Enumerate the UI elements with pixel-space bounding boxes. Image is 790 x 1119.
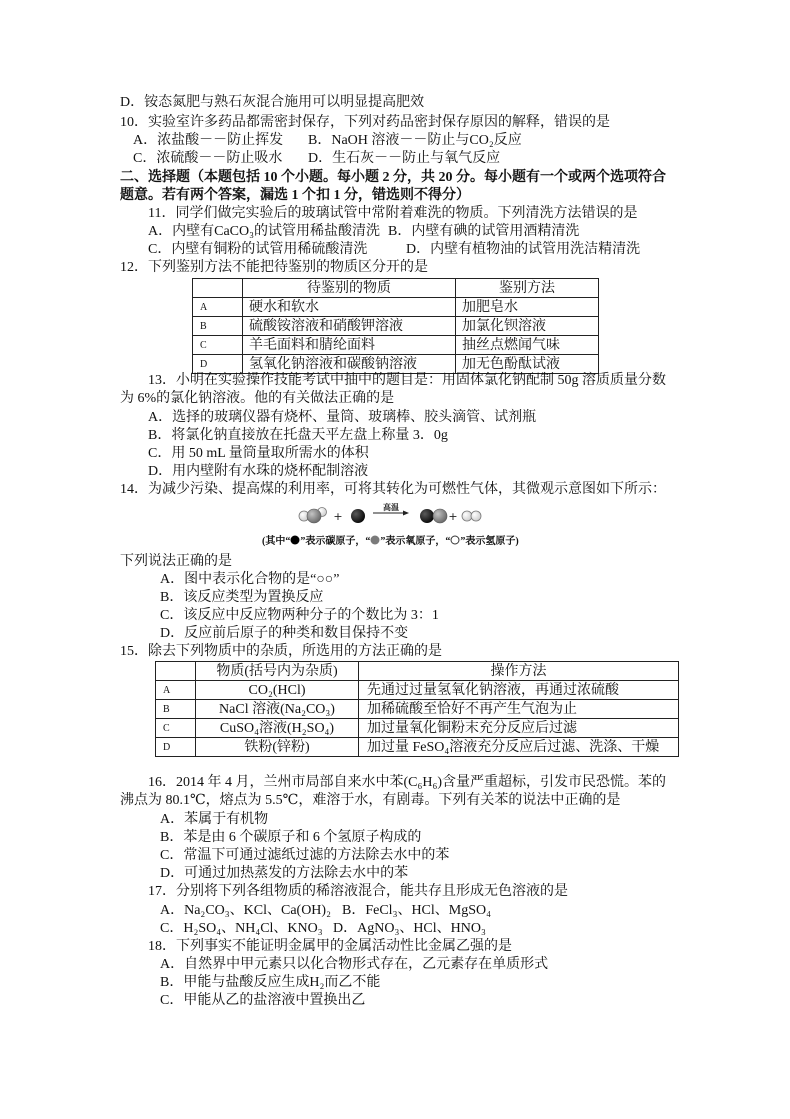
q13-option-a: A．选择的玻璃仪器有烧杯、量筒、玻璃棒、胶头滴管、试剂瓶 [148,410,537,425]
row-label: C [156,719,196,738]
q13-option-c: C．用 50 mL 量筒量取所需水的体积 [148,446,369,461]
q13-stem-line2: 为 6%的氯化钠溶液。他的有关做法正确的是 [120,391,395,406]
row-substances: 氢氧化钠溶液和碳酸钠溶液 [243,355,456,374]
q18-option-a: A．自然界中甲元素只以化合物形式存在，乙元素存在单质形式 [160,957,549,972]
q13-stem-line1: 13．小明在实验操作技能考试中抽中的题目是：用固体氯化钠配制 50g 溶质质量分数 [148,373,666,388]
header-method: 鉴别方法 [456,279,599,298]
q10-option-c: C．浓硫酸－－防止吸水 [133,151,283,166]
q16-option-d: D．可通过加热蒸发的方法除去水中的苯 [160,866,409,881]
row-method: 抽丝点燃闻气味 [456,336,599,355]
row-label: A [193,298,243,317]
table-row [156,700,679,719]
legend-text: ”表示碳原子，“ [300,536,371,547]
row-method: 加氯化钡溶液 [456,317,599,336]
q18-option-b: B．甲能与盐酸反应生成H₂而乙不能 [160,975,381,990]
q14-option-c: C．该反应中反应物两种分子的个数比为 3：1 [160,608,439,623]
q17-option-a: A．Na₂CO₃、KCl、Ca(OH)₂ [160,903,331,918]
legend-text: ”表示氧原子，“ [380,536,451,547]
q16-stem-line1: 16．2014 年 4 月，兰州市局部自来水中苯(C₆H₆)含量严重超标，引发市民恐慌。苯的 [148,775,667,790]
row-substances: 硫酸铵溶液和硝酸钾溶液 [243,317,456,336]
row-substances: 硬水和软水 [243,298,456,317]
header-blank-cell [193,279,243,298]
row-substances: 羊毛面料和腈纶面料 [243,336,456,355]
q11-stem: 11．同学们做完实验后的玻璃试管中常附着难洗的物质。下列清洗方法错误的是 [148,206,638,221]
row-label: B [193,317,243,336]
q10-option-a: A．浓盐酸－－防止挥发 [133,133,284,148]
water-molecule [299,508,327,524]
q18-option-c: C．甲能从乙的盐溶液中置换出乙 [160,993,366,1008]
carbon-monoxide-molecule [420,509,447,523]
row-label: A [156,681,196,700]
table-header-row [193,279,599,298]
q13-option-b: B．将氯化钠直接放在托盘天平左盘上称量 3．0g [148,428,448,443]
plus-sign: + [448,510,458,523]
section-heading-line2: 题意。若有两个答案，漏选 1 个扣 1 分，错选则不得分） [120,188,470,203]
q17-option-d: D．AgNO₃、HCl、HNO₃ [333,921,486,936]
q11-option-d: D．内壁有植物油的试管用洗洁精清洗 [406,242,641,257]
q16-option-a: A．苯属于有机物 [160,812,269,827]
q16-option-c: C．常温下可通过滤纸过滤的方法除去水中的苯 [160,848,450,863]
legend-text: (其中“ [262,536,291,547]
q16-option-b: B．苯是由 6 个碳原子和 6 个氢原子构成的 [160,830,422,845]
row-method: 先通过过量氢氧化钠溶液，再通过浓硫酸 [359,681,679,700]
carbon-atom [420,509,434,523]
q14-prompt: 下列说法正确的是 [120,554,232,569]
q13-option-d: D．用内壁附有水珠的烧杯配制溶液 [148,464,369,479]
row-label: D [193,355,243,374]
row-method: 加肥皂水 [456,298,599,317]
legend-text: ”表示氢原子) [460,536,519,547]
hydrogen-atom [471,511,481,521]
q16-stem-line2: 沸点为 80.1℃，熔点为 5.5℃，难溶于水，有剧毒。下列有关苯的说法中正确的是 [120,793,621,808]
section-heading-line1: 二、选择题（本题包括 10 个小题。每小题 2 分，共 20 分。每小题有一个或两个选项符合 [120,170,666,185]
q10-option-d: D．生石灰－－防止与氧气反应 [308,151,501,166]
q17-stem: 17．分别将下列各组物质的稀溶液混合，能共存且形成无色溶液的是 [148,884,568,899]
carbon-atom-icon [290,535,300,545]
table-row [193,336,599,355]
row-method: 加无色酚酞试液 [456,355,599,374]
reaction-condition: 高温 [383,503,399,512]
q15-stem: 15．除去下列物质中的杂质，所选用的方法正确的是 [120,644,442,659]
q11-option-c: C．内壁有铜粉的试管用稀硫酸清洗 [148,242,368,257]
oxygen-atom [307,509,321,523]
oxygen-atom [433,509,447,523]
diagram-legend [262,535,519,547]
hydrogen-atom-icon [450,535,460,545]
reaction-diagram [295,498,495,528]
header-substance: 物质(括号内为杂质) [196,662,359,681]
q14-option-d: D．反应前后原子的种类和数目保持不变 [160,626,409,641]
q9-option-d: D．铵态氮肥与熟石灰混合施用可以明显提高肥效 [120,95,425,110]
q12-stem: 12．下列鉴别方法不能把待鉴别的物质区分开的是 [120,260,428,275]
table-row [156,738,679,757]
header-blank-cell [156,662,196,681]
row-method: 加稀硫酸至恰好不再产生气泡为止 [359,700,679,719]
row-substance: NaCl 溶液(Na₂CO₃) [196,700,359,719]
row-method: 加过量 FeSO₄溶液充分反应后过滤、洗涤、干燥 [359,738,679,757]
table-row [193,355,599,374]
q10-stem: 10．实验室许多药品都需密封保存，下列对药品密封保存原因的解释，错误的是 [120,115,610,130]
table-row [193,298,599,317]
hydrogen-atom [462,511,472,521]
carbon-atom [351,509,365,523]
q14-option-a: A．图中表示化合物的是“○○” [160,572,340,587]
row-substance: CO₂(HCl) [196,681,359,700]
header-substances: 待鉴别的物质 [243,279,456,298]
q11-option-b: B．内壁有碘的试管用酒精清洗 [388,224,580,239]
table-row [193,317,599,336]
row-label: D [156,738,196,757]
table-header-row [156,662,679,681]
plus-sign: + [333,510,343,523]
q10-option-b: B．NaOH 溶液－－防止与CO₂反应 [308,133,522,148]
q11-option-a: A．内壁有CaCO₃的试管用稀盐酸清洗 [148,224,380,239]
table-row [156,719,679,738]
row-substance: 铁粉(锌粉) [196,738,359,757]
q15-table [155,661,679,757]
oxygen-atom-icon [370,535,380,545]
row-method: 加过量氧化铜粉末充分反应后过滤 [359,719,679,738]
table-row [156,681,679,700]
q14-stem: 14．为减少污染、提高煤的利用率，可将其转化为可燃性气体，其微观示意图如下所示： [120,482,666,497]
q17-option-b: B．FeCl₃、HCl、MgSO₄ [342,903,492,918]
row-label: C [193,336,243,355]
row-label: B [156,700,196,719]
hydrogen-molecule [462,511,481,521]
q14-option-b: B．该反应类型为置换反应 [160,590,324,605]
q17-option-c: C．H₂SO₄、NH₄Cl、KNO₃ [160,921,323,936]
q18-stem: 18．下列事实不能证明金属甲的金属活动性比金属乙强的是 [148,939,512,954]
row-substance: CuSO₄溶液(H₂SO₄) [196,719,359,738]
q12-table [192,278,599,374]
arrow-head [403,511,409,516]
header-method: 操作方法 [359,662,679,681]
